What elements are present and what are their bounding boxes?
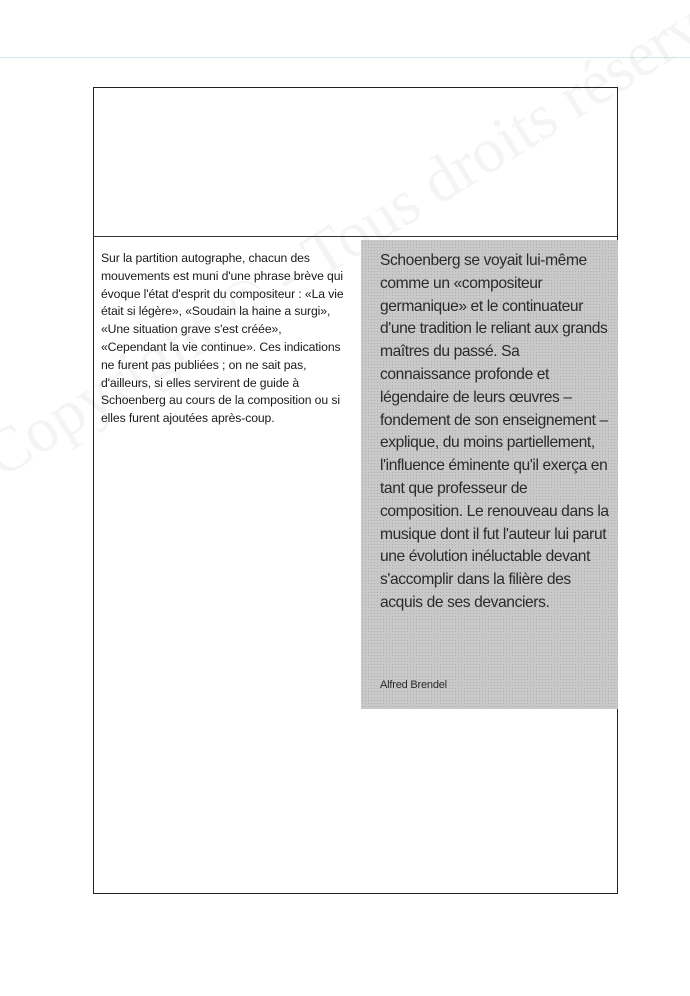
pull-quote-text: Schoenberg se voyait lui-même comme un «compositeur germanique» et le continuateur d'une tradition le reliant aux grands maîtres du passé. Sa connaissance profonde et légendaire de leurs œuvres – fondement de son enseignement – explique, du moins partiellement, l'influence éminente qu'il exerça en tant que professeur de composition. Le renouveau dans la musique dont il fut l'auteur lui parut une évolution inéluctable devant s'accomplir dans la filière des acquis de ses devanciers. <box>380 252 609 611</box>
left-paragraph: Sur la partition autographe, chacun des mouvements est muni d'une phrase brève qui évoque l'état d'esprit du compositeur : «La vie était si légère», «Soudain la haine a surgi», «Une situation grave s'est créée», «Cependant la vie continue». Ces indications ne furent pas publiées ; on ne sait pas, d'ailleurs, si elles servirent de guide à Schoenberg au cours de la composition ou si elles furent ajoutées après-coup. <box>101 251 344 426</box>
pull-quote-author: Alfred Brendel <box>380 679 447 691</box>
